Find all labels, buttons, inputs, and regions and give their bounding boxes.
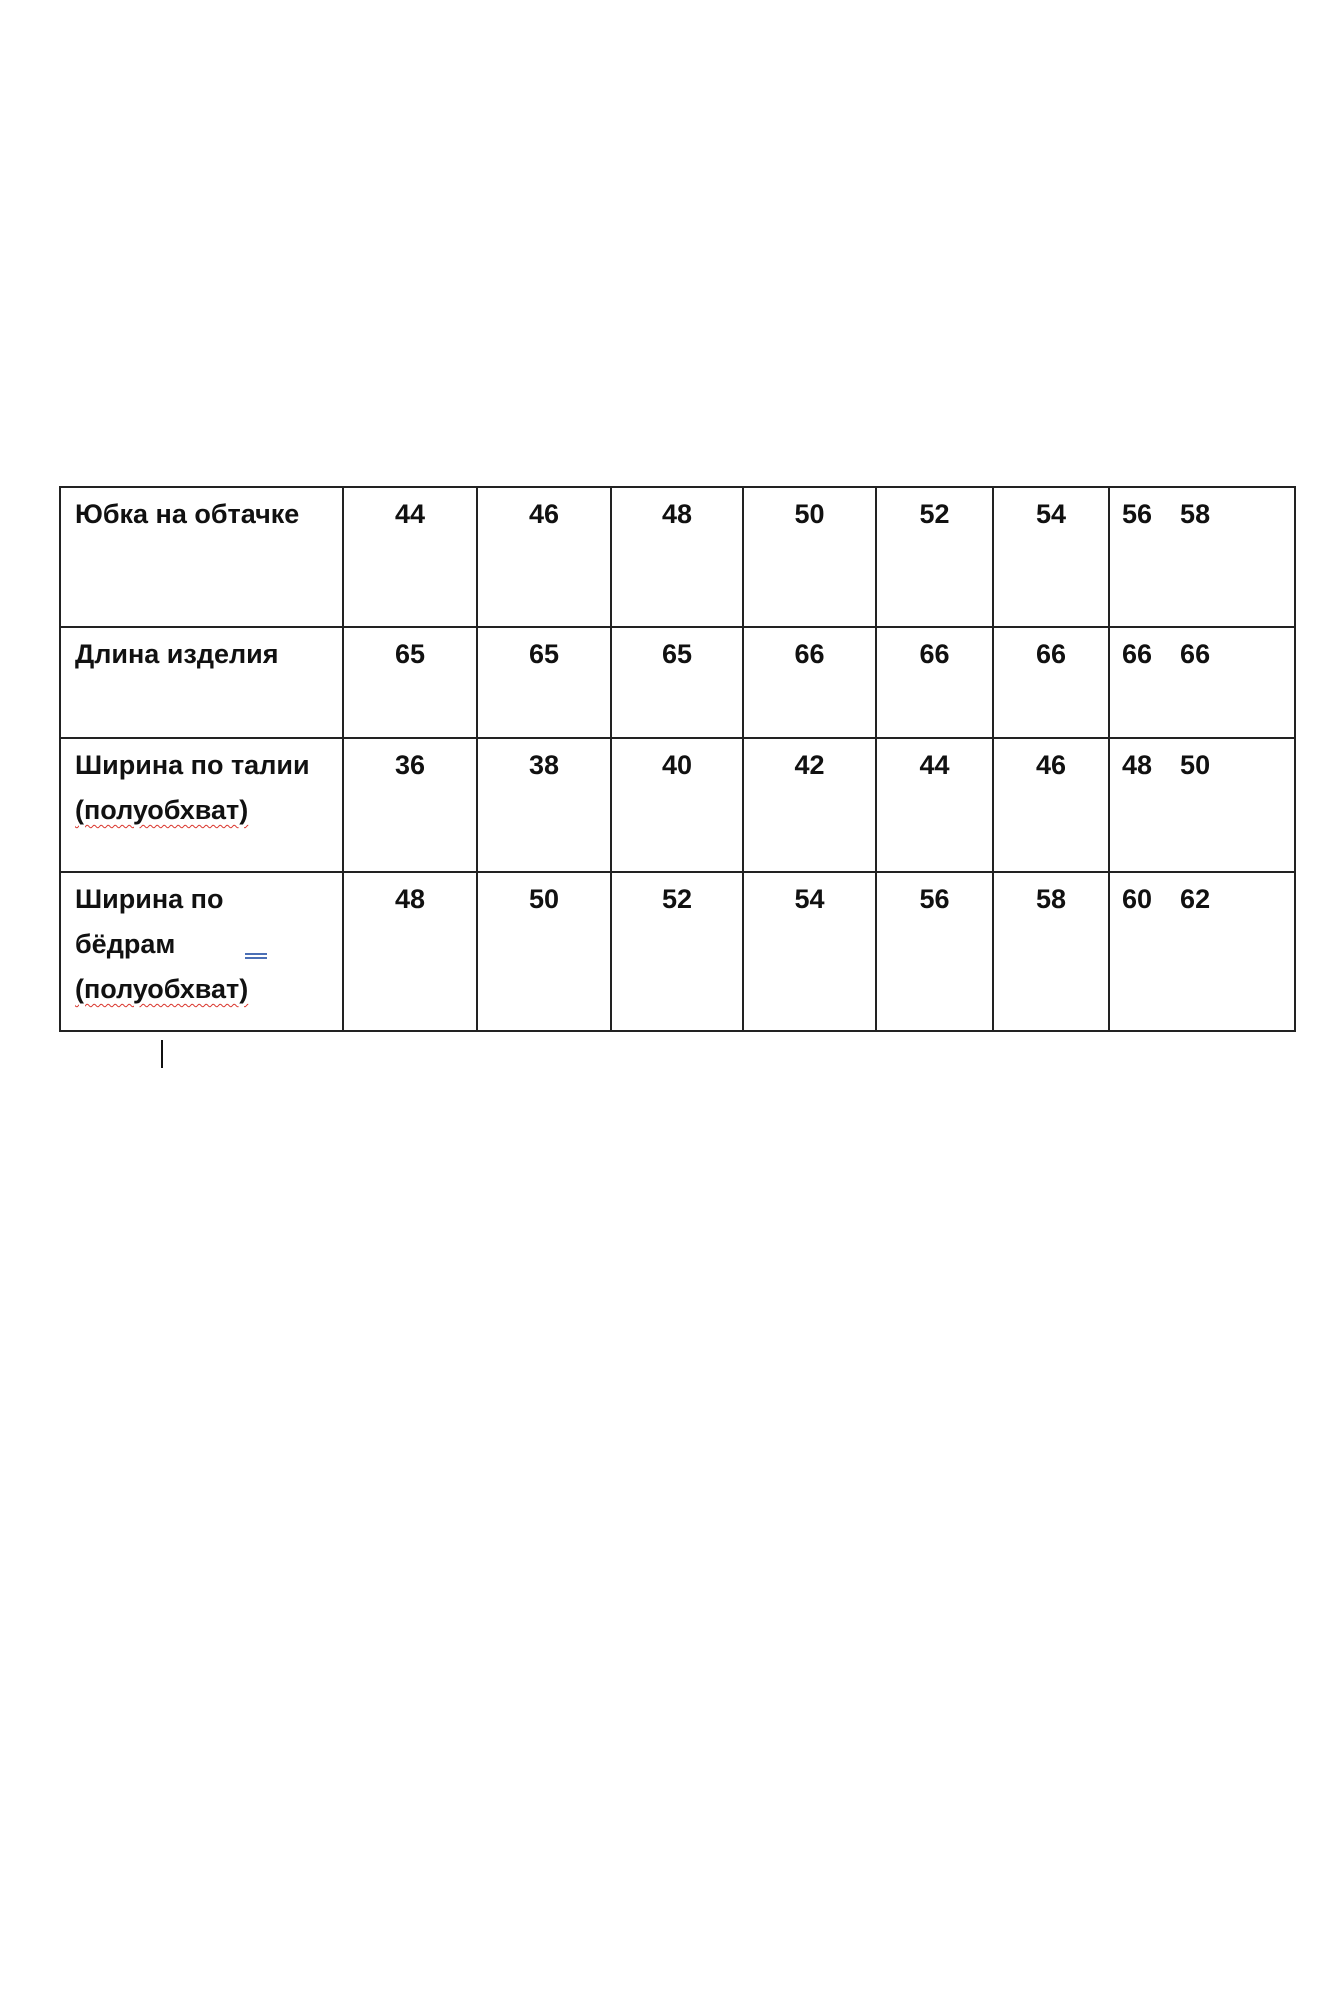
table-cell: 44 <box>343 487 477 627</box>
table-cell-pair <box>1109 738 1295 872</box>
table-cell: 52 <box>876 487 993 627</box>
pair-value: 62 <box>1180 884 1211 914</box>
table-cell: 66 <box>993 627 1109 738</box>
table-cell: 48 <box>343 872 477 1031</box>
table-cell: 36 <box>343 738 477 872</box>
table-row-size <box>60 487 1295 627</box>
table-cell: 42 <box>743 738 876 872</box>
row-label <box>60 627 343 738</box>
table-cell-pair <box>1109 872 1295 1031</box>
row-label-line: Юбка на обтачке <box>75 499 300 529</box>
row-label-line: Длина изделия <box>75 639 279 669</box>
row-label-line: (полуобхват) <box>75 795 249 825</box>
size-chart-table <box>59 486 1296 1032</box>
table-cell: 48 <box>611 487 743 627</box>
table-cell: 58 <box>993 872 1109 1031</box>
table-cell: 38 <box>477 738 611 872</box>
table-cell-pair <box>1109 627 1295 738</box>
table-cell: 66 <box>743 627 876 738</box>
pair-value: 60 <box>1122 884 1153 914</box>
table-cell: 65 <box>611 627 743 738</box>
table-cell: 46 <box>477 487 611 627</box>
row-label-line: Ширина по талии <box>75 750 310 780</box>
row-label-line: бёдрам <box>75 929 176 959</box>
pair-value: 48 <box>1122 750 1153 780</box>
pair-value: 58 <box>1180 499 1211 529</box>
table-row-hips <box>60 872 1295 1031</box>
table-cell: 40 <box>611 738 743 872</box>
grammar-check-mark-icon <box>245 953 267 959</box>
table-cell: 46 <box>993 738 1109 872</box>
row-label <box>60 487 343 627</box>
table-cell: 44 <box>876 738 993 872</box>
table-cell: 66 <box>876 627 993 738</box>
table-cell: 65 <box>477 627 611 738</box>
table-cell: 54 <box>743 872 876 1031</box>
table-row-length <box>60 627 1295 738</box>
text-cursor-caret[interactable] <box>161 1040 163 1068</box>
pair-value: 66 <box>1180 639 1211 669</box>
table-cell: 50 <box>743 487 876 627</box>
table-cell: 52 <box>611 872 743 1031</box>
table-row-waist <box>60 738 1295 872</box>
pair-value: 56 <box>1122 499 1153 529</box>
row-label-line: (полуобхват) <box>75 974 249 1004</box>
table-cell: 56 <box>876 872 993 1031</box>
pair-value: 66 <box>1122 639 1153 669</box>
table-cell: 65 <box>343 627 477 738</box>
row-label <box>60 738 343 872</box>
table-cell: 50 <box>477 872 611 1031</box>
pair-value: 50 <box>1180 750 1211 780</box>
row-label <box>60 872 343 1031</box>
table-cell: 54 <box>993 487 1109 627</box>
row-label-line: Ширина по <box>75 884 224 914</box>
table-cell-pair <box>1109 487 1295 627</box>
